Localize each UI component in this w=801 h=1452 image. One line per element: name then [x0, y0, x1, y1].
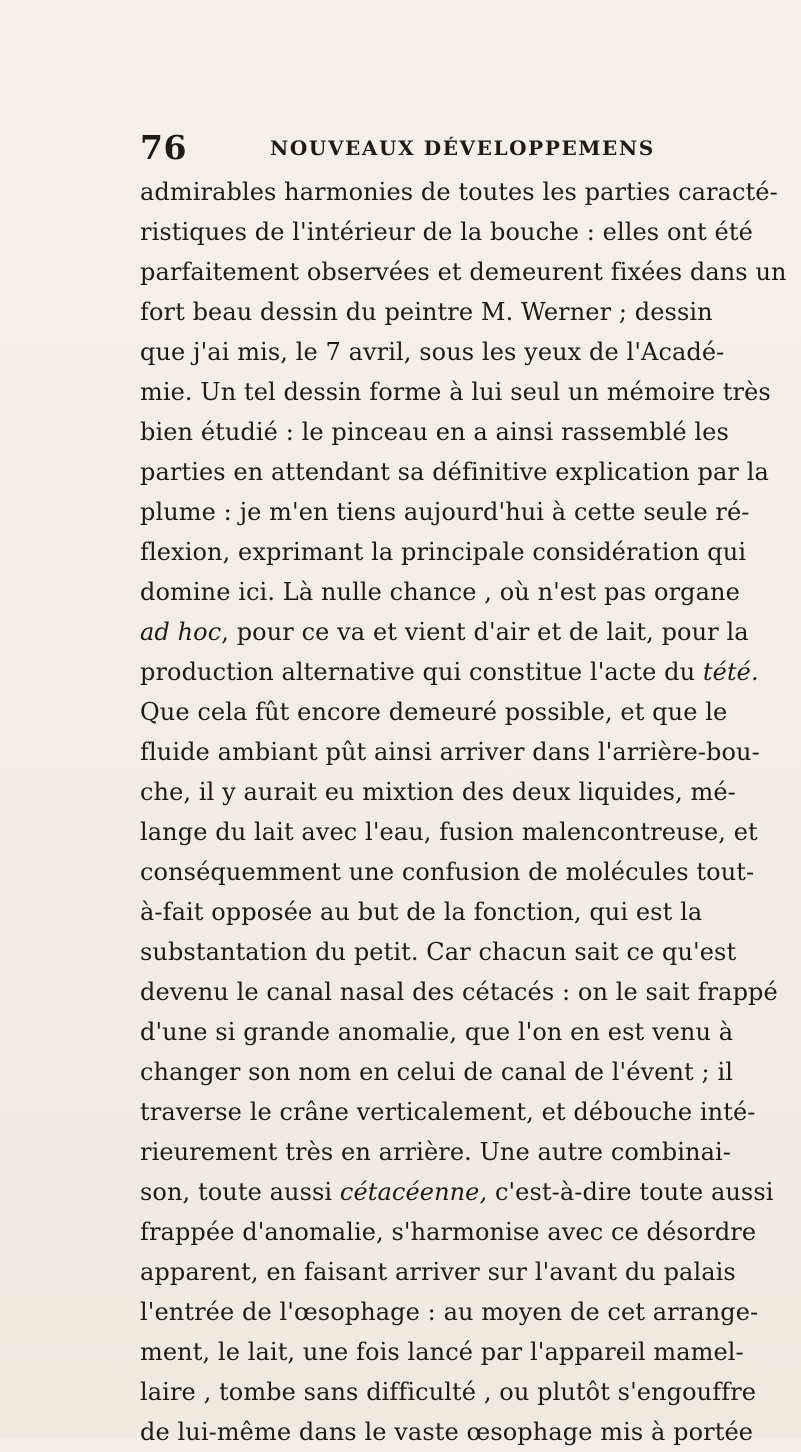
- text-line: à-fait opposée au but de la fonction, qui est la: [140, 898, 703, 926]
- page-header: [140, 128, 660, 168]
- text-line-with-italic: [140, 1172, 774, 1212]
- text-line: fluide ambiant pût ainsi arriver dans l'arrière-bou-: [140, 738, 760, 766]
- text-line: devenu le canal nasal des cétacés : on le sait frappé: [140, 978, 778, 1006]
- text-line: ristiques de l'intérieur de la bouche : elles ont été: [140, 218, 753, 246]
- text-line: de lui-même dans le vaste œsophage mis à portée: [140, 1418, 754, 1446]
- text-line: rieurement très en arrière. Une autre combinai-: [140, 1138, 731, 1166]
- text-line-with-italic: [140, 612, 749, 652]
- text-line: parfaitement observées et demeurent fixées dans un: [140, 258, 787, 286]
- line-segment: son, toute aussi: [140, 1178, 333, 1206]
- text-line: apparent, en faisant arriver sur l'avant du palais: [140, 1258, 736, 1286]
- text-line: d'une si grande anomalie, que l'on en est venu à: [140, 1018, 734, 1046]
- text-line: conséquemment une confusion de molécules tout-: [140, 858, 755, 886]
- text-line: que j'ai mis, le 7 avril, sous les yeux de l'Acadé-: [140, 338, 725, 366]
- text-line: fort beau dessin du peintre M. Werner ; dessin: [140, 298, 713, 326]
- text-line: lange du lait avec l'eau, fusion malencontreuse, et: [140, 818, 758, 846]
- line-segment: c'est-à-dire toute aussi: [487, 1178, 774, 1206]
- running-head: NOUVEAUX DÉVELOPPEMENS: [270, 136, 655, 160]
- text-line: ment, le lait, une fois lancé par l'appareil mamel-: [140, 1338, 744, 1366]
- text-line: mie. Un tel dessin forme à lui seul un mémoire très: [140, 378, 771, 406]
- line-segment: , pour ce va et vient d'air et de lait, pour la: [221, 618, 749, 646]
- text-line: bien étudié : le pinceau en a ainsi rassemblé les: [140, 418, 729, 446]
- italic-phrase: cétacéenne,: [339, 1178, 488, 1206]
- text-line: changer son nom en celui de canal de l'évent ; il: [140, 1058, 733, 1086]
- text-line: Que cela fût encore demeuré possible, et que le: [140, 698, 728, 726]
- text-line: parties en attendant sa définitive explication par la: [140, 458, 769, 486]
- line-segment: production alternative qui constitue l'acte du: [140, 658, 696, 686]
- italic-phrase: tété.: [702, 658, 759, 686]
- text-line: laire , tombe sans difficulté , ou plutôt s'engouffre: [140, 1378, 757, 1406]
- text-line: domine ici. Là nulle chance , où n'est pas organe: [140, 578, 740, 606]
- text-line: frappée d'anomalie, s'harmonise avec ce désordre: [140, 1218, 757, 1246]
- text-line: che, il y aurait eu mixtion des deux liquides, mé-: [140, 778, 736, 806]
- text-line: admirables harmonies de toutes les parties caracté-: [140, 178, 778, 206]
- italic-phrase: ad hoc: [140, 618, 222, 646]
- body-text: [140, 172, 787, 1452]
- text-line: traverse le crâne verticalement, et débouche inté-: [140, 1098, 756, 1126]
- page-number: 76: [140, 128, 187, 167]
- text-line: plume : je m'en tiens aujourd'hui à cette seule ré-: [140, 498, 750, 526]
- text-line: l'entrée de l'œsophage : au moyen de cet arrange-: [140, 1298, 759, 1326]
- text-line: substantation du petit. Car chacun sait ce qu'est: [140, 938, 737, 966]
- text-line-with-italic: [140, 652, 759, 692]
- text-line: flexion, exprimant la principale considération qui: [140, 538, 747, 566]
